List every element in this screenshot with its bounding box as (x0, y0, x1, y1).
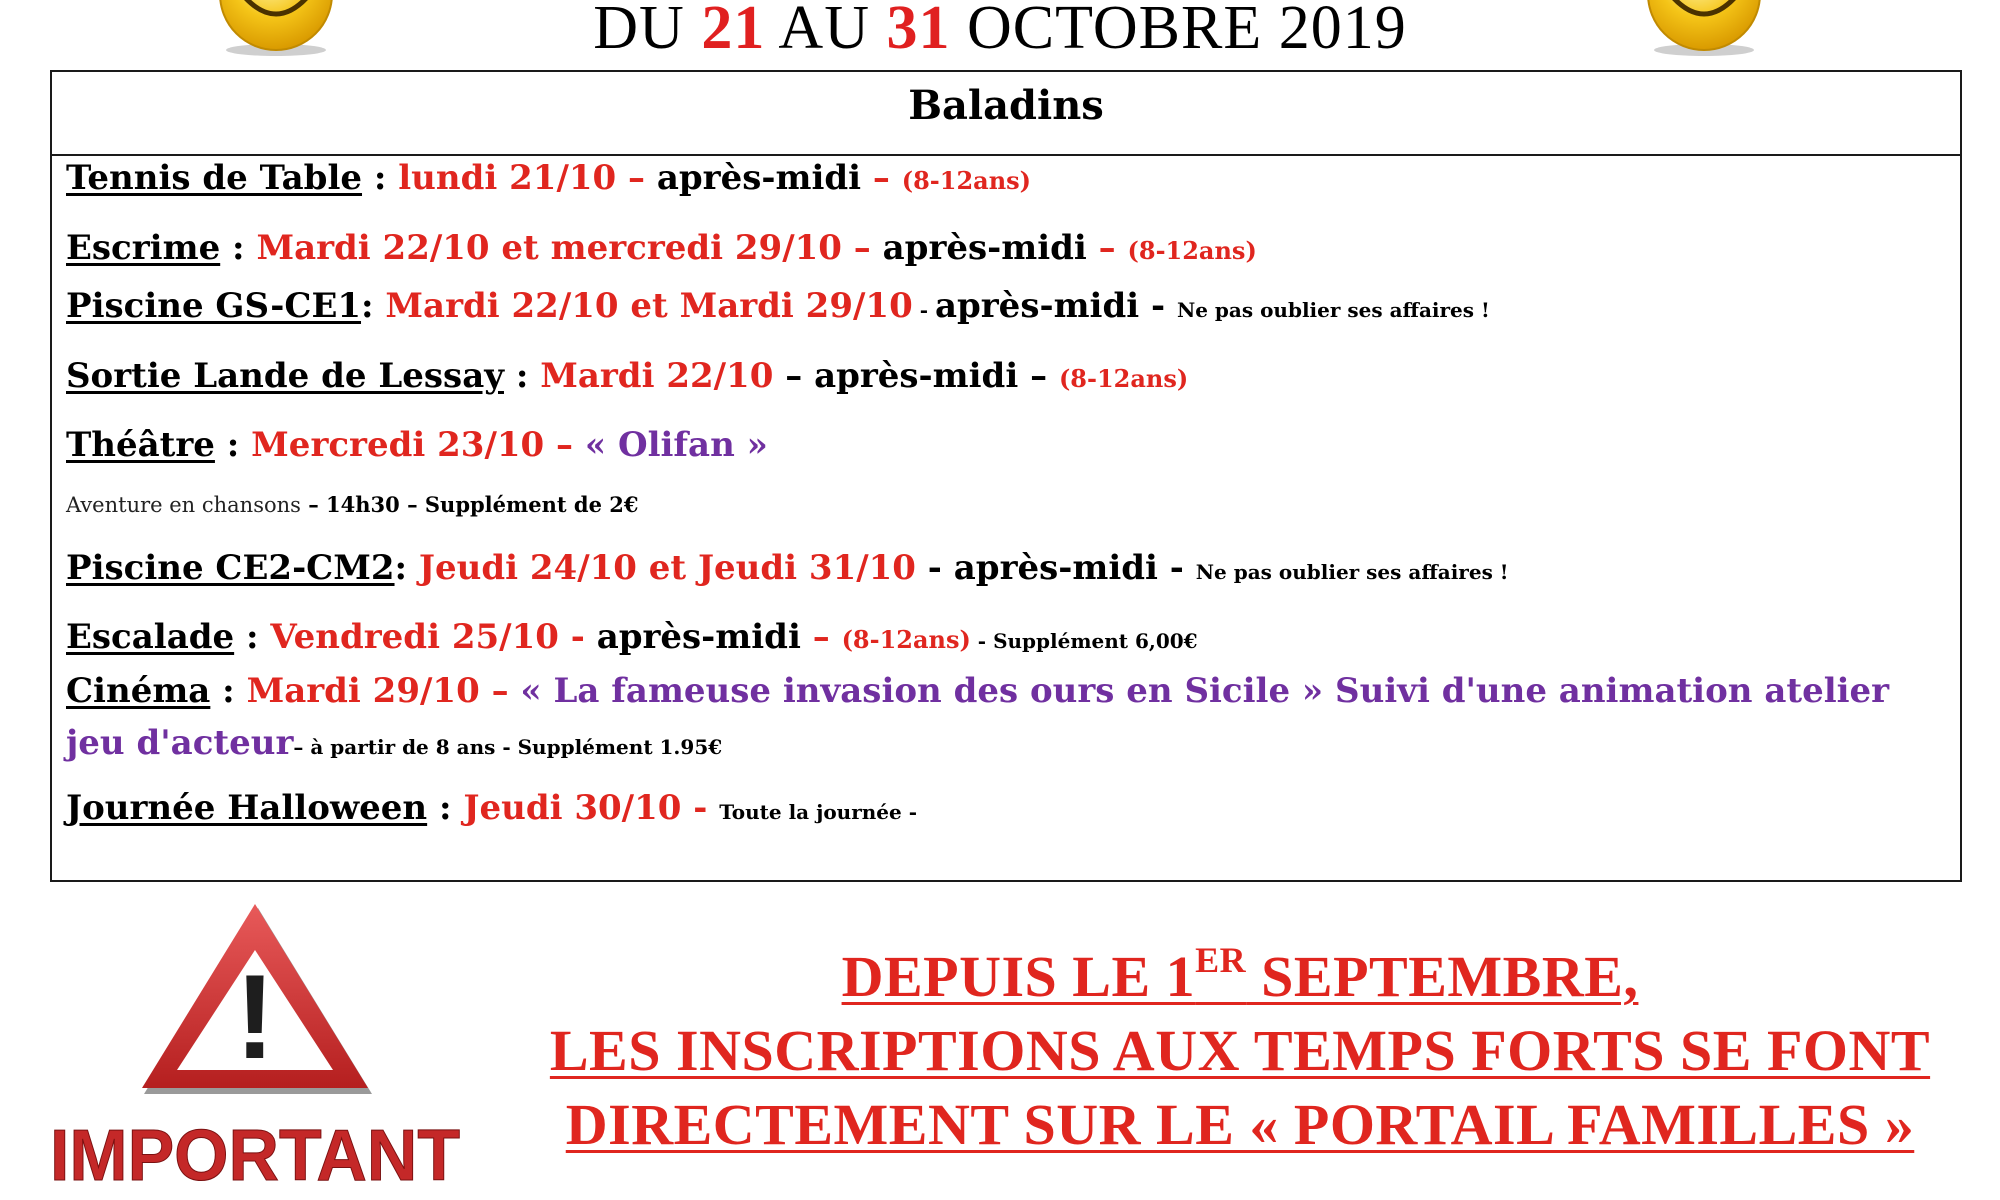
separator: : (361, 286, 386, 326)
film-title: « La fameuse invasion des ours en Sicile » Suivi d'une animation atelier jeu d'acteur (66, 671, 1890, 763)
exclamation-mark: ! (235, 950, 275, 1084)
duration-note: Toute la journée - (719, 800, 918, 824)
heading-prefix: DU (593, 0, 685, 62)
separator: : (234, 617, 271, 657)
notice-line-1 (500, 940, 1980, 1014)
dash: - (915, 548, 954, 588)
activity-time: après-midi (934, 286, 1140, 326)
dash: – (800, 617, 842, 657)
notice-line-1-b: SEPTEMBRE, (1246, 944, 1639, 1009)
separator: : (427, 788, 464, 828)
activity-time: après-midi (656, 158, 862, 198)
theatre-subtitle: Aventure en chansons (66, 493, 301, 517)
schedule-item-escalade (66, 617, 1946, 657)
activity-name: Théâtre (66, 425, 215, 465)
separator: : (503, 356, 541, 396)
age-range: (8-12ans) (901, 166, 1032, 195)
reminder-note: Ne pas oublier ses affaires ! (1176, 298, 1490, 322)
show-title: « Olifan » (584, 425, 768, 465)
activity-date: Jeudi 24/10 et Jeudi 31/10 (418, 548, 916, 588)
activity-time: après-midi (596, 617, 801, 657)
schedule-title: Baladins (52, 72, 1960, 156)
age-range: (8-12ans) (1058, 364, 1189, 393)
registration-notice (500, 940, 1980, 1162)
dash: – (479, 671, 521, 711)
separator: : (214, 425, 252, 465)
separator: : (210, 671, 247, 711)
theatre-details (66, 492, 1946, 517)
activity-name: Escalade (66, 617, 235, 657)
activity-name: Piscine GS-CE1 (66, 286, 362, 326)
activity-date: Mercredi 23/10 (251, 425, 545, 465)
dash: – (1086, 228, 1128, 268)
separator: : (394, 548, 419, 588)
age-range: (8-12ans) (1127, 236, 1257, 265)
schedule-item-theatre (66, 425, 1946, 465)
separator: : (362, 158, 399, 198)
reminder-note: Ne pas oublier ses affaires ! (1195, 560, 1509, 584)
schedule-item-sortie-lessay (66, 356, 1946, 396)
theatre-time-price: – 14h30 – Supplément de 2€ (300, 492, 639, 517)
notice-superscript: ER (1195, 940, 1247, 980)
activity-time: après-midi (814, 356, 1019, 396)
dash: – (861, 158, 902, 198)
dash: - (681, 788, 720, 828)
supplement-note: – à partir de 8 ans - Supplément 1.95€ (293, 735, 723, 759)
schedule-item-piscine-gs-ce1 (66, 286, 1946, 326)
activity-date: Vendredi 25/10 (270, 617, 559, 657)
activity-time: après-midi (882, 228, 1087, 268)
activity-date: Mardi 22/10 et Mardi 29/10 (385, 286, 913, 326)
end-day: 31 (886, 0, 951, 62)
schedule-item-piscine-ce2-cm2 (66, 548, 1946, 588)
notice-line-3: DIRECTEMENT SUR LE « PORTAIL FAMILLES » (565, 1092, 1915, 1157)
dash: - (912, 298, 935, 322)
activity-name: Sortie Lande de Lessay (66, 356, 504, 396)
dash: - (1139, 286, 1177, 326)
dash: – (544, 425, 585, 465)
start-day: 21 (701, 0, 766, 62)
date-range-heading (0, 0, 2000, 60)
heading-middle: AU (778, 0, 870, 62)
dash: - (558, 617, 597, 657)
activity-name: Tennis de Table (66, 158, 363, 198)
dash: – (1018, 356, 1059, 396)
schedule-item-cinema (66, 668, 1946, 772)
important-label: IMPORTANT (50, 1116, 461, 1188)
dash: - (1157, 548, 1196, 588)
activity-name: Cinéma (66, 671, 211, 711)
activity-date: Mardi 22/10 (540, 356, 774, 396)
schedule-item-escrime (66, 228, 1946, 268)
activity-date: Mardi 29/10 (246, 671, 480, 711)
activity-name: Escrime (66, 228, 221, 268)
month-year: OCTOBRE 2019 (966, 0, 1407, 62)
activity-time: après-midi (953, 548, 1158, 588)
activity-date: Mardi 22/10 et mercredi 29/10 (256, 228, 842, 268)
activity-date: Jeudi 30/10 (463, 788, 682, 828)
separator: : (220, 228, 257, 268)
notice-line-2: LES INSCRIPTIONS AUX TEMPS FORTS SE FONT (549, 1018, 1931, 1083)
notice-line-1-a: DEPUIS LE 1 (841, 944, 1196, 1009)
schedule-table (50, 70, 1962, 882)
age-range: (8-12ans) (841, 625, 971, 654)
supplement-note: - Supplément 6,00€ (970, 629, 1198, 653)
warning-icon (50, 898, 470, 1188)
schedule-item-halloween (66, 788, 1946, 828)
activity-name: Journée Halloween (66, 788, 428, 828)
schedule-item-tennis (66, 158, 1946, 198)
dash: – (773, 356, 815, 396)
dash: – (616, 158, 657, 198)
activity-name: Piscine CE2-CM2 (66, 548, 395, 588)
dash: – (841, 228, 883, 268)
activity-date: lundi 21/10 (398, 158, 617, 198)
